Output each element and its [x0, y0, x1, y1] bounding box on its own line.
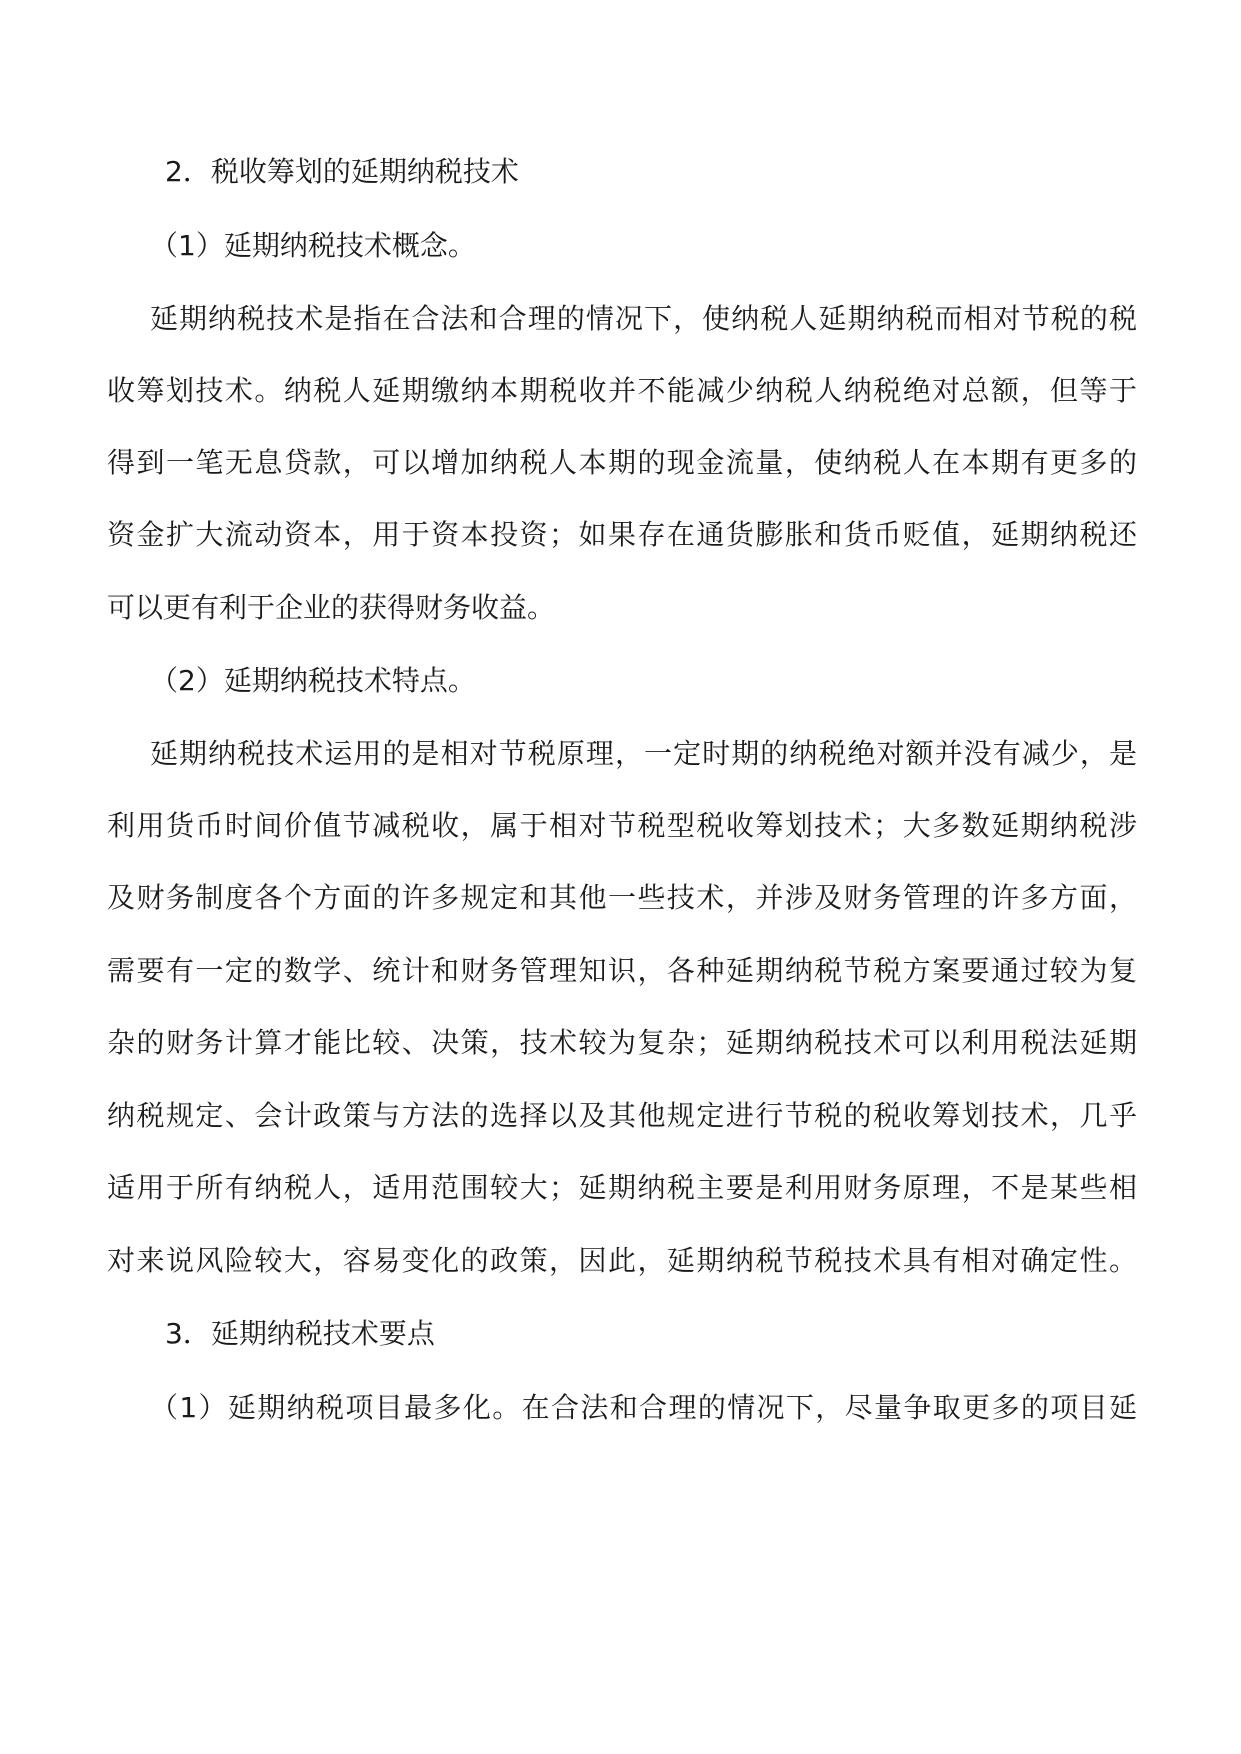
paragraph-line: 适用于所有纳税人，适用范围较大；延期纳税主要是利用财务原理，不是某些相	[107, 1171, 1137, 1204]
paragraph-line: 收筹划技术。纳税人延期缴纳本期税收并不能减少纳税人纳税绝对总额，但等于	[107, 374, 1137, 407]
paragraph-line: 对来说风险较大，容易变化的政策，因此，延期纳税节税技术具有相对确定性。	[107, 1244, 1137, 1277]
section-heading-2: 2．税收筹划的延期纳税技术	[165, 155, 519, 188]
paragraph-line: 延期纳税技术是指在合法和合理的情况下，使纳税人延期纳税而相对节税的税	[150, 302, 1137, 335]
subheading-features: （2）延期纳税技术特点。	[150, 664, 476, 697]
paragraph-line: 杂的财务计算才能比较、决策，技术较为复杂；延期纳税技术可以利用税法延期	[107, 1026, 1137, 1059]
paragraph-line: 资金扩大流动资本，用于资本投资；如果存在通货膨胀和货币贬值，延期纳税还	[107, 518, 1137, 551]
paragraph-line: 利用货币时间价值节减税收，属于相对节税型税收筹划技术；大多数延期纳税涉	[107, 809, 1137, 842]
paragraph-line: 可以更有利于企业的获得财务收益。	[107, 591, 556, 624]
paragraph-line: 得到一笔无息贷款，可以增加纳税人本期的现金流量，使纳税人在本期有更多的	[107, 446, 1137, 479]
subheading-concept: （1）延期纳税技术概念。	[150, 229, 476, 262]
paragraph-line: 需要有一定的数学、统计和财务管理知识，各种延期纳税节税方案要通过较为复	[107, 954, 1137, 987]
paragraph-line: （1）延期纳税项目最多化。在合法和合理的情况下，尽量争取更多的项目延	[150, 1391, 1137, 1424]
section-heading-3: 3．延期纳税技术要点	[165, 1317, 435, 1350]
paragraph-line: 延期纳税技术运用的是相对节税原理，一定时期的纳税绝对额并没有减少，是	[150, 737, 1137, 770]
paragraph-line: 及财务制度各个方面的许多规定和其他一些技术，并涉及财务管理的许多方面，	[107, 881, 1137, 914]
paragraph-line: 纳税规定、会计政策与方法的选择以及其他规定进行节税的税收筹划技术，几乎	[107, 1099, 1137, 1132]
